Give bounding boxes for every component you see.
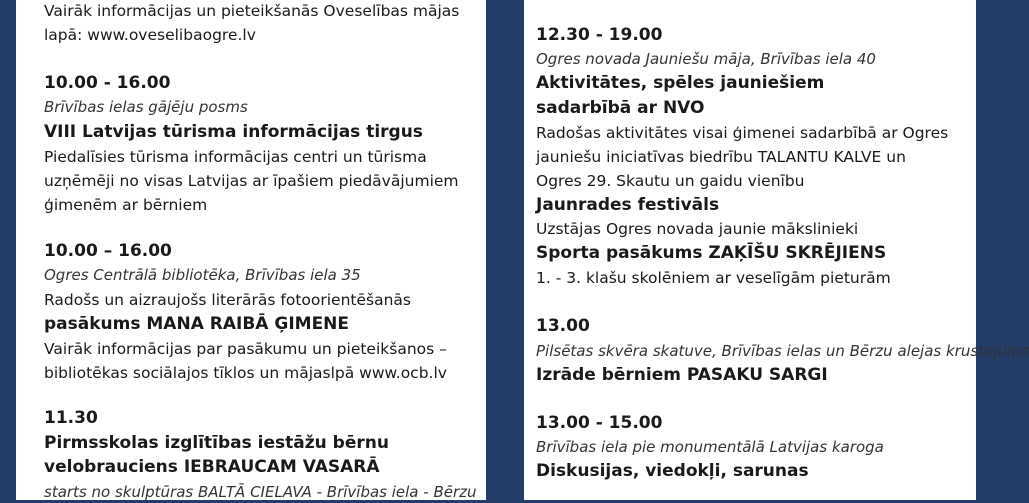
event-description-line: bibliotēkas sociālajos tīklos un mājaslpā www.ocb.lv <box>44 364 447 382</box>
event-time: 13.00 <box>536 316 590 336</box>
subevent-title: Sporta pasākums ZAĶĪŠU SKRĒJIENS <box>536 243 887 263</box>
event-intro-text: Radošs un aizraujošs literārās fotoorientēšanās <box>44 291 411 309</box>
event-description-line: Piedalīsies tūrisma informācijas centri un tūrisma <box>44 148 427 166</box>
event-title: Izrāde bērniem PASAKU SARGI <box>536 365 828 385</box>
event-location: Brīvības iela pie monumentālā Latvijas karoga <box>536 438 884 456</box>
event-description-line: Ogres 29. Skautu un gaidu vienību <box>536 172 805 190</box>
event-title-line: sadarbībā ar NVO <box>536 98 705 118</box>
event-title-line: velobrauciens IEBRAUCAM VASARĀ <box>44 457 380 477</box>
event-time: 10.00 – 16.00 <box>44 241 172 261</box>
event-time: 10.00 - 16.00 <box>44 73 171 93</box>
event-time: 12.30 - 19.00 <box>536 25 663 45</box>
event-title-line: Pirmsskolas izglītības iestāžu bērnu <box>44 433 389 453</box>
subevent-description: Uzstājas Ogres novada jaunie mākslinieki <box>536 220 859 238</box>
event-location: starts no skulptūras BALTĀ CIELAVA - Brīvības iela - Bērzu <box>44 483 477 501</box>
event-description-line: Radošas aktivitātes visai ģimenei sadarbībā ar Ogres <box>536 124 949 142</box>
subevent-title: Jaunrades festivāls <box>536 195 720 215</box>
right-column <box>524 0 1029 500</box>
event-description-line: ģimenēm ar bērniem <box>44 196 208 214</box>
event-title: pasākums MANA RAIBĀ ĢIMENE <box>44 314 350 334</box>
event-location: Pilsētas skvēra skatuve, Brīvības ielas un Bērzu alejas krustojums <box>536 342 1029 360</box>
left-column <box>16 0 486 500</box>
event-time: 13.00 - 15.00 <box>536 413 663 433</box>
subevent-description: 1. - 3. klašu skolēniem ar veselīgām pieturām <box>536 269 891 287</box>
event-title: Diskusijas, viedokļi, sarunas <box>536 461 809 481</box>
event-location: Brīvības ielas gājēju posms <box>44 98 248 116</box>
intro-text-line: lapā: www.oveselibaogre.lv <box>44 26 256 44</box>
event-title-line: Aktivitātes, spēles jauniešiem <box>536 73 825 93</box>
event-description-line: Vairāk informācijas par pasākumu un pieteikšanos – <box>44 340 447 358</box>
event-title: VIII Latvijas tūrisma informācijas tirgus <box>44 122 423 142</box>
event-location: Ogres Centrālā bibliotēka, Brīvības iela 35 <box>44 266 361 284</box>
event-time: 11.30 <box>44 408 98 428</box>
event-description-line: jauniešu iniciatīvas biedrību TALANTU KALVE un <box>536 148 906 166</box>
event-description-line: uzņēmēji no visas Latvijas ar īpašiem piedāvājumiem <box>44 172 459 190</box>
event-location: Ogres novada Jauniešu māja, Brīvības iela 40 <box>536 50 876 68</box>
intro-text-line: Vairāk informācijas un pieteikšanās Oveselības mājas <box>44 2 460 20</box>
